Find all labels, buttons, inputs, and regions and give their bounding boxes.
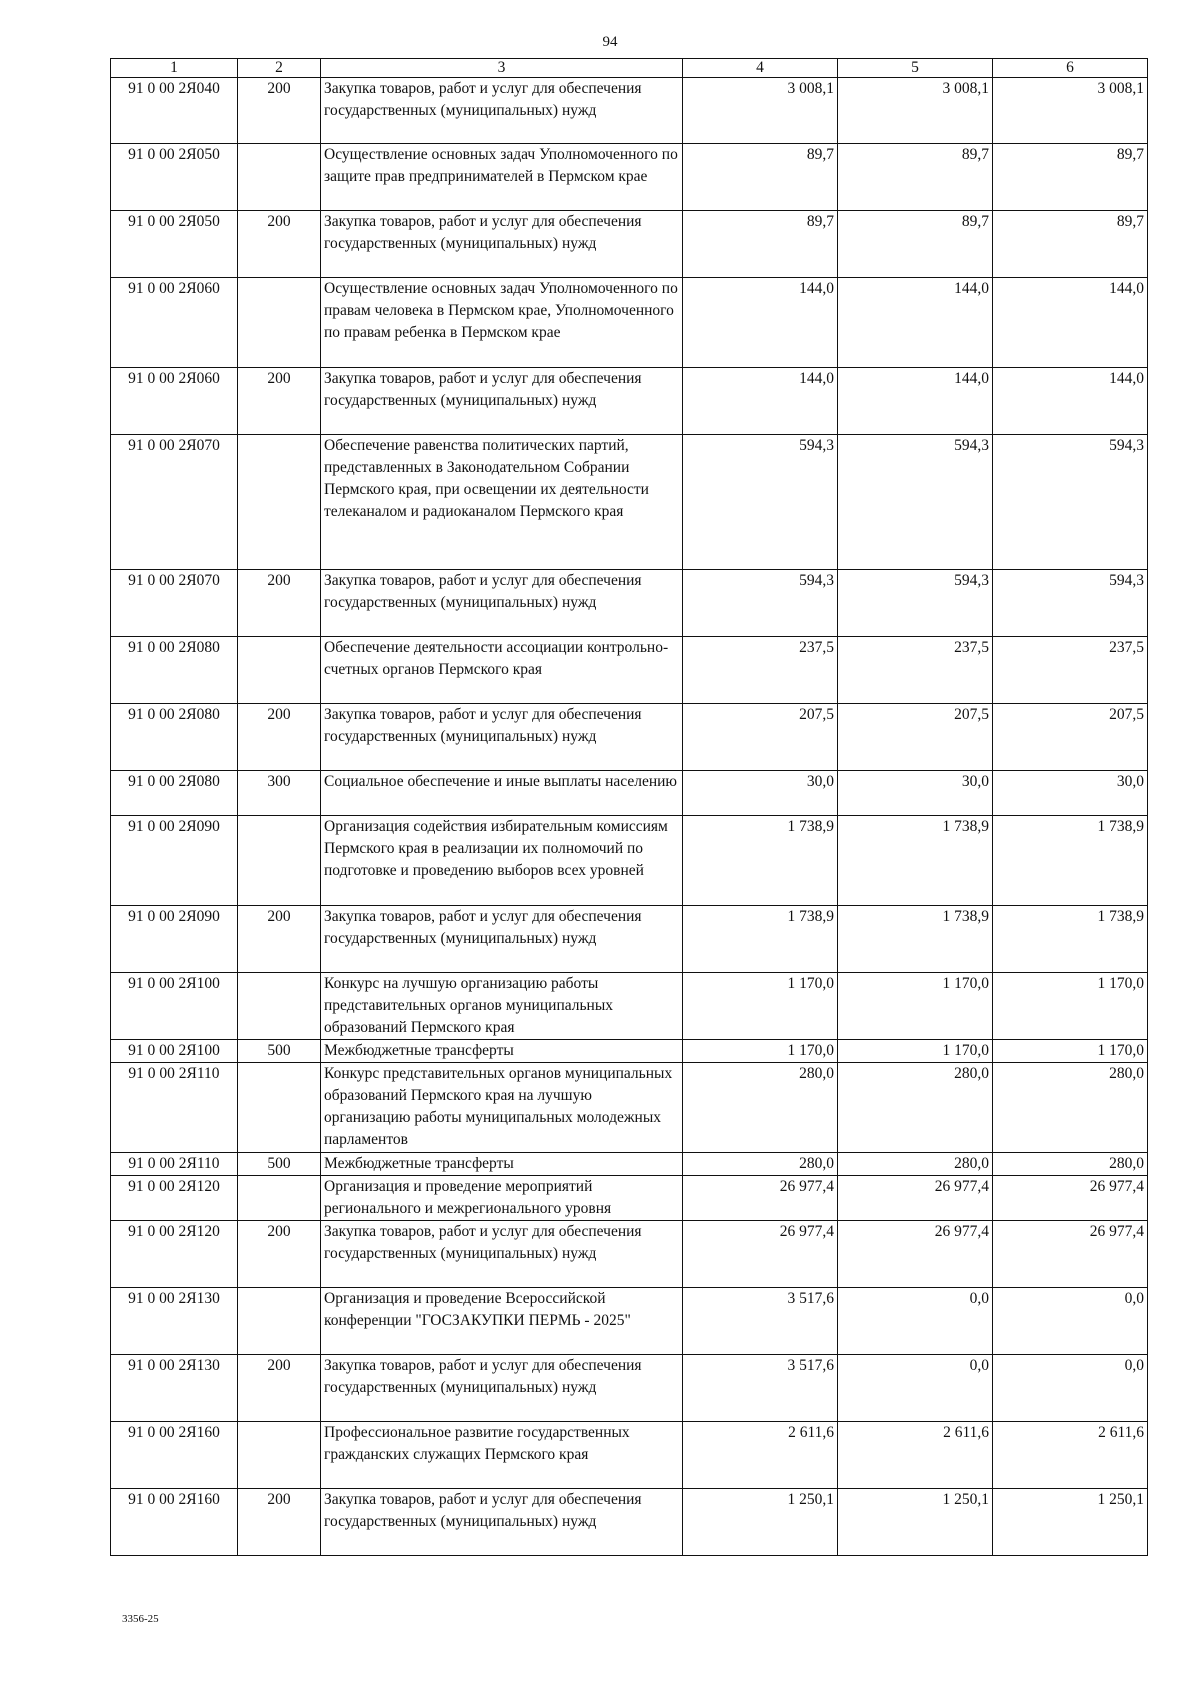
item-name: Закупка товаров, работ и услуг для обеспечения государственных (муниципальных) нужд	[321, 1355, 683, 1422]
amount-col-6: 2 611,6	[993, 1422, 1148, 1489]
target-article-code: 91 0 00 2Я120	[111, 1221, 238, 1288]
amount-col-4: 1 170,0	[683, 1040, 838, 1063]
expense-type-code	[238, 1176, 321, 1221]
table-row	[111, 906, 1148, 973]
amount-col-5: 0,0	[838, 1355, 993, 1422]
amount-col-5: 89,7	[838, 211, 993, 278]
amount-col-5: 26 977,4	[838, 1221, 993, 1288]
amount-col-4: 3 517,6	[683, 1355, 838, 1422]
table-row	[111, 1422, 1148, 1489]
target-article-code: 91 0 00 2Я100	[111, 1040, 238, 1063]
table-row	[111, 816, 1148, 906]
table-row	[111, 78, 1148, 144]
target-article-code: 91 0 00 2Я040	[111, 78, 238, 144]
amount-col-5: 2 611,6	[838, 1422, 993, 1489]
amount-col-6: 207,5	[993, 704, 1148, 771]
item-name: Осуществление основных задач Уполномоченного по защите прав предпринимателей в Пермском крае	[321, 144, 683, 211]
amount-col-4: 1 738,9	[683, 906, 838, 973]
item-name: Закупка товаров, работ и услуг для обеспечения государственных (муниципальных) нужд	[321, 570, 683, 637]
budget-table	[110, 58, 1148, 1556]
amount-col-6: 89,7	[993, 211, 1148, 278]
table-row	[111, 368, 1148, 435]
amount-col-5: 3 008,1	[838, 78, 993, 144]
expense-type-code	[238, 973, 321, 1040]
target-article-code: 91 0 00 2Я110	[111, 1063, 238, 1153]
expense-type-code	[238, 637, 321, 704]
amount-col-4: 280,0	[683, 1063, 838, 1153]
table-row	[111, 144, 1148, 211]
amount-col-4: 207,5	[683, 704, 838, 771]
target-article-code: 91 0 00 2Я060	[111, 368, 238, 435]
amount-col-6: 594,3	[993, 570, 1148, 637]
target-article-code: 91 0 00 2Я080	[111, 637, 238, 704]
column-header-2: 2	[238, 59, 321, 78]
table-row	[111, 1040, 1148, 1063]
target-article-code: 91 0 00 2Я160	[111, 1489, 238, 1556]
amount-col-5: 1 250,1	[838, 1489, 993, 1556]
amount-col-6: 280,0	[993, 1153, 1148, 1176]
expense-type-code: 200	[238, 704, 321, 771]
document-id: 3356-25	[122, 1613, 159, 1625]
table-row	[111, 570, 1148, 637]
target-article-code: 91 0 00 2Я090	[111, 816, 238, 906]
expense-type-code: 200	[238, 368, 321, 435]
table-row	[111, 1153, 1148, 1176]
amount-col-4: 89,7	[683, 211, 838, 278]
amount-col-5: 594,3	[838, 435, 993, 570]
expense-type-code	[238, 1063, 321, 1153]
amount-col-5: 1 170,0	[838, 973, 993, 1040]
amount-col-6: 1 250,1	[993, 1489, 1148, 1556]
target-article-code: 91 0 00 2Я070	[111, 570, 238, 637]
amount-col-4: 89,7	[683, 144, 838, 211]
amount-col-5: 30,0	[838, 771, 993, 816]
target-article-code: 91 0 00 2Я070	[111, 435, 238, 570]
amount-col-6: 0,0	[993, 1355, 1148, 1422]
item-name: Организация и проведение Всероссийской конференции "ГОСЗАКУПКИ ПЕРМЬ - 2025"	[321, 1288, 683, 1355]
amount-col-5: 1 738,9	[838, 906, 993, 973]
table-row	[111, 1176, 1148, 1221]
amount-col-4: 30,0	[683, 771, 838, 816]
table-row	[111, 771, 1148, 816]
amount-col-5: 1 170,0	[838, 1040, 993, 1063]
amount-col-5: 144,0	[838, 278, 993, 368]
amount-col-6: 237,5	[993, 637, 1148, 704]
item-name: Профессиональное развитие государственных гражданских служащих Пермского края	[321, 1422, 683, 1489]
target-article-code: 91 0 00 2Я060	[111, 278, 238, 368]
target-article-code: 91 0 00 2Я110	[111, 1153, 238, 1176]
item-name: Организация и проведение мероприятий регионального и межрегионального уровня	[321, 1176, 683, 1221]
amount-col-6: 89,7	[993, 144, 1148, 211]
amount-col-6: 30,0	[993, 771, 1148, 816]
table-row	[111, 211, 1148, 278]
amount-col-4: 594,3	[683, 435, 838, 570]
amount-col-4: 2 611,6	[683, 1422, 838, 1489]
column-header-1: 1	[111, 59, 238, 78]
amount-col-6: 594,3	[993, 435, 1148, 570]
amount-col-5: 280,0	[838, 1063, 993, 1153]
item-name: Закупка товаров, работ и услуг для обеспечения государственных (муниципальных) нужд	[321, 78, 683, 144]
amount-col-4: 237,5	[683, 637, 838, 704]
item-name: Закупка товаров, работ и услуг для обеспечения государственных (муниципальных) нужд	[321, 368, 683, 435]
amount-col-6: 26 977,4	[993, 1176, 1148, 1221]
table-row	[111, 1221, 1148, 1288]
table-row	[111, 1288, 1148, 1355]
amount-col-4: 1 250,1	[683, 1489, 838, 1556]
amount-col-5: 1 738,9	[838, 816, 993, 906]
expense-type-code: 500	[238, 1153, 321, 1176]
item-name: Закупка товаров, работ и услуг для обеспечения государственных (муниципальных) нужд	[321, 906, 683, 973]
expense-type-code: 200	[238, 570, 321, 637]
amount-col-4: 280,0	[683, 1153, 838, 1176]
amount-col-5: 237,5	[838, 637, 993, 704]
amount-col-5: 0,0	[838, 1288, 993, 1355]
amount-col-6: 1 738,9	[993, 906, 1148, 973]
amount-col-6: 3 008,1	[993, 78, 1148, 144]
table-row	[111, 278, 1148, 368]
amount-col-4: 3 517,6	[683, 1288, 838, 1355]
amount-col-4: 144,0	[683, 368, 838, 435]
target-article-code: 91 0 00 2Я100	[111, 973, 238, 1040]
item-name: Организация содействия избирательным комиссиям Пермского края в реализации их полномочий по подготовке и проведению выборов всех уровней	[321, 816, 683, 906]
column-header-4: 4	[683, 59, 838, 78]
column-header-3: 3	[321, 59, 683, 78]
item-name: Конкурс на лучшую организацию работы представительных органов муниципальных образований Пермского края	[321, 973, 683, 1040]
amount-col-5: 207,5	[838, 704, 993, 771]
table-row	[111, 973, 1148, 1040]
expense-type-code	[238, 278, 321, 368]
target-article-code: 91 0 00 2Я080	[111, 704, 238, 771]
amount-col-6: 144,0	[993, 368, 1148, 435]
amount-col-6: 0,0	[993, 1288, 1148, 1355]
item-name: Конкурс представительных органов муниципальных образований Пермского края на лучшую организацию работы муниципальных молодежных парламентов	[321, 1063, 683, 1153]
expense-type-code: 200	[238, 1489, 321, 1556]
item-name: Осуществление основных задач Уполномоченного по правам человека в Пермском крае, Уполномоченного по правам ребенка в Пермском крае	[321, 278, 683, 368]
amount-col-6: 1 738,9	[993, 816, 1148, 906]
header-row	[111, 59, 1148, 78]
expense-type-code	[238, 435, 321, 570]
table-row	[111, 435, 1148, 570]
amount-col-5: 144,0	[838, 368, 993, 435]
table-row	[111, 1063, 1148, 1153]
amount-col-4: 594,3	[683, 570, 838, 637]
column-header-6: 6	[993, 59, 1148, 78]
amount-col-6: 1 170,0	[993, 1040, 1148, 1063]
amount-col-4: 1 170,0	[683, 973, 838, 1040]
table-row	[111, 704, 1148, 771]
expense-type-code	[238, 1422, 321, 1489]
amount-col-5: 280,0	[838, 1153, 993, 1176]
column-header-5: 5	[838, 59, 993, 78]
target-article-code: 91 0 00 2Я120	[111, 1176, 238, 1221]
amount-col-4: 144,0	[683, 278, 838, 368]
target-article-code: 91 0 00 2Я090	[111, 906, 238, 973]
item-name: Социальное обеспечение и иные выплаты населению	[321, 771, 683, 816]
expense-type-code: 200	[238, 211, 321, 278]
amount-col-4: 26 977,4	[683, 1176, 838, 1221]
table-row	[111, 637, 1148, 704]
item-name: Закупка товаров, работ и услуг для обеспечения государственных (муниципальных) нужд	[321, 1489, 683, 1556]
item-name: Закупка товаров, работ и услуг для обеспечения государственных (муниципальных) нужд	[321, 704, 683, 771]
target-article-code: 91 0 00 2Я080	[111, 771, 238, 816]
target-article-code: 91 0 00 2Я050	[111, 144, 238, 211]
amount-col-4: 1 738,9	[683, 816, 838, 906]
item-name: Закупка товаров, работ и услуг для обеспечения государственных (муниципальных) нужд	[321, 211, 683, 278]
target-article-code: 91 0 00 2Я130	[111, 1288, 238, 1355]
expense-type-code	[238, 1288, 321, 1355]
target-article-code: 91 0 00 2Я160	[111, 1422, 238, 1489]
target-article-code: 91 0 00 2Я130	[111, 1355, 238, 1422]
item-name: Межбюджетные трансферты	[321, 1153, 683, 1176]
item-name: Обеспечение равенства политических партий, представленных в Законодательном Собрании Пермского края, при освещении их деятельности телеканалом и радиоканалом Пермского края	[321, 435, 683, 570]
expense-type-code	[238, 144, 321, 211]
amount-col-4: 3 008,1	[683, 78, 838, 144]
item-name: Межбюджетные трансферты	[321, 1040, 683, 1063]
expense-type-code: 500	[238, 1040, 321, 1063]
item-name: Обеспечение деятельности ассоциации контрольно-счетных органов Пермского края	[321, 637, 683, 704]
amount-col-6: 1 170,0	[993, 973, 1148, 1040]
amount-col-6: 144,0	[993, 278, 1148, 368]
expense-type-code	[238, 816, 321, 906]
table-row	[111, 1489, 1148, 1556]
expense-type-code: 200	[238, 78, 321, 144]
target-article-code: 91 0 00 2Я050	[111, 211, 238, 278]
amount-col-6: 26 977,4	[993, 1221, 1148, 1288]
amount-col-5: 26 977,4	[838, 1176, 993, 1221]
amount-col-5: 594,3	[838, 570, 993, 637]
amount-col-5: 89,7	[838, 144, 993, 211]
amount-col-6: 280,0	[993, 1063, 1148, 1153]
expense-type-code: 200	[238, 1355, 321, 1422]
table-row	[111, 1355, 1148, 1422]
expense-type-code: 300	[238, 771, 321, 816]
amount-col-4: 26 977,4	[683, 1221, 838, 1288]
item-name: Закупка товаров, работ и услуг для обеспечения государственных (муниципальных) нужд	[321, 1221, 683, 1288]
expense-type-code: 200	[238, 1221, 321, 1288]
page-number: 94	[602, 34, 618, 50]
budget-table-container	[110, 58, 1147, 1556]
expense-type-code: 200	[238, 906, 321, 973]
